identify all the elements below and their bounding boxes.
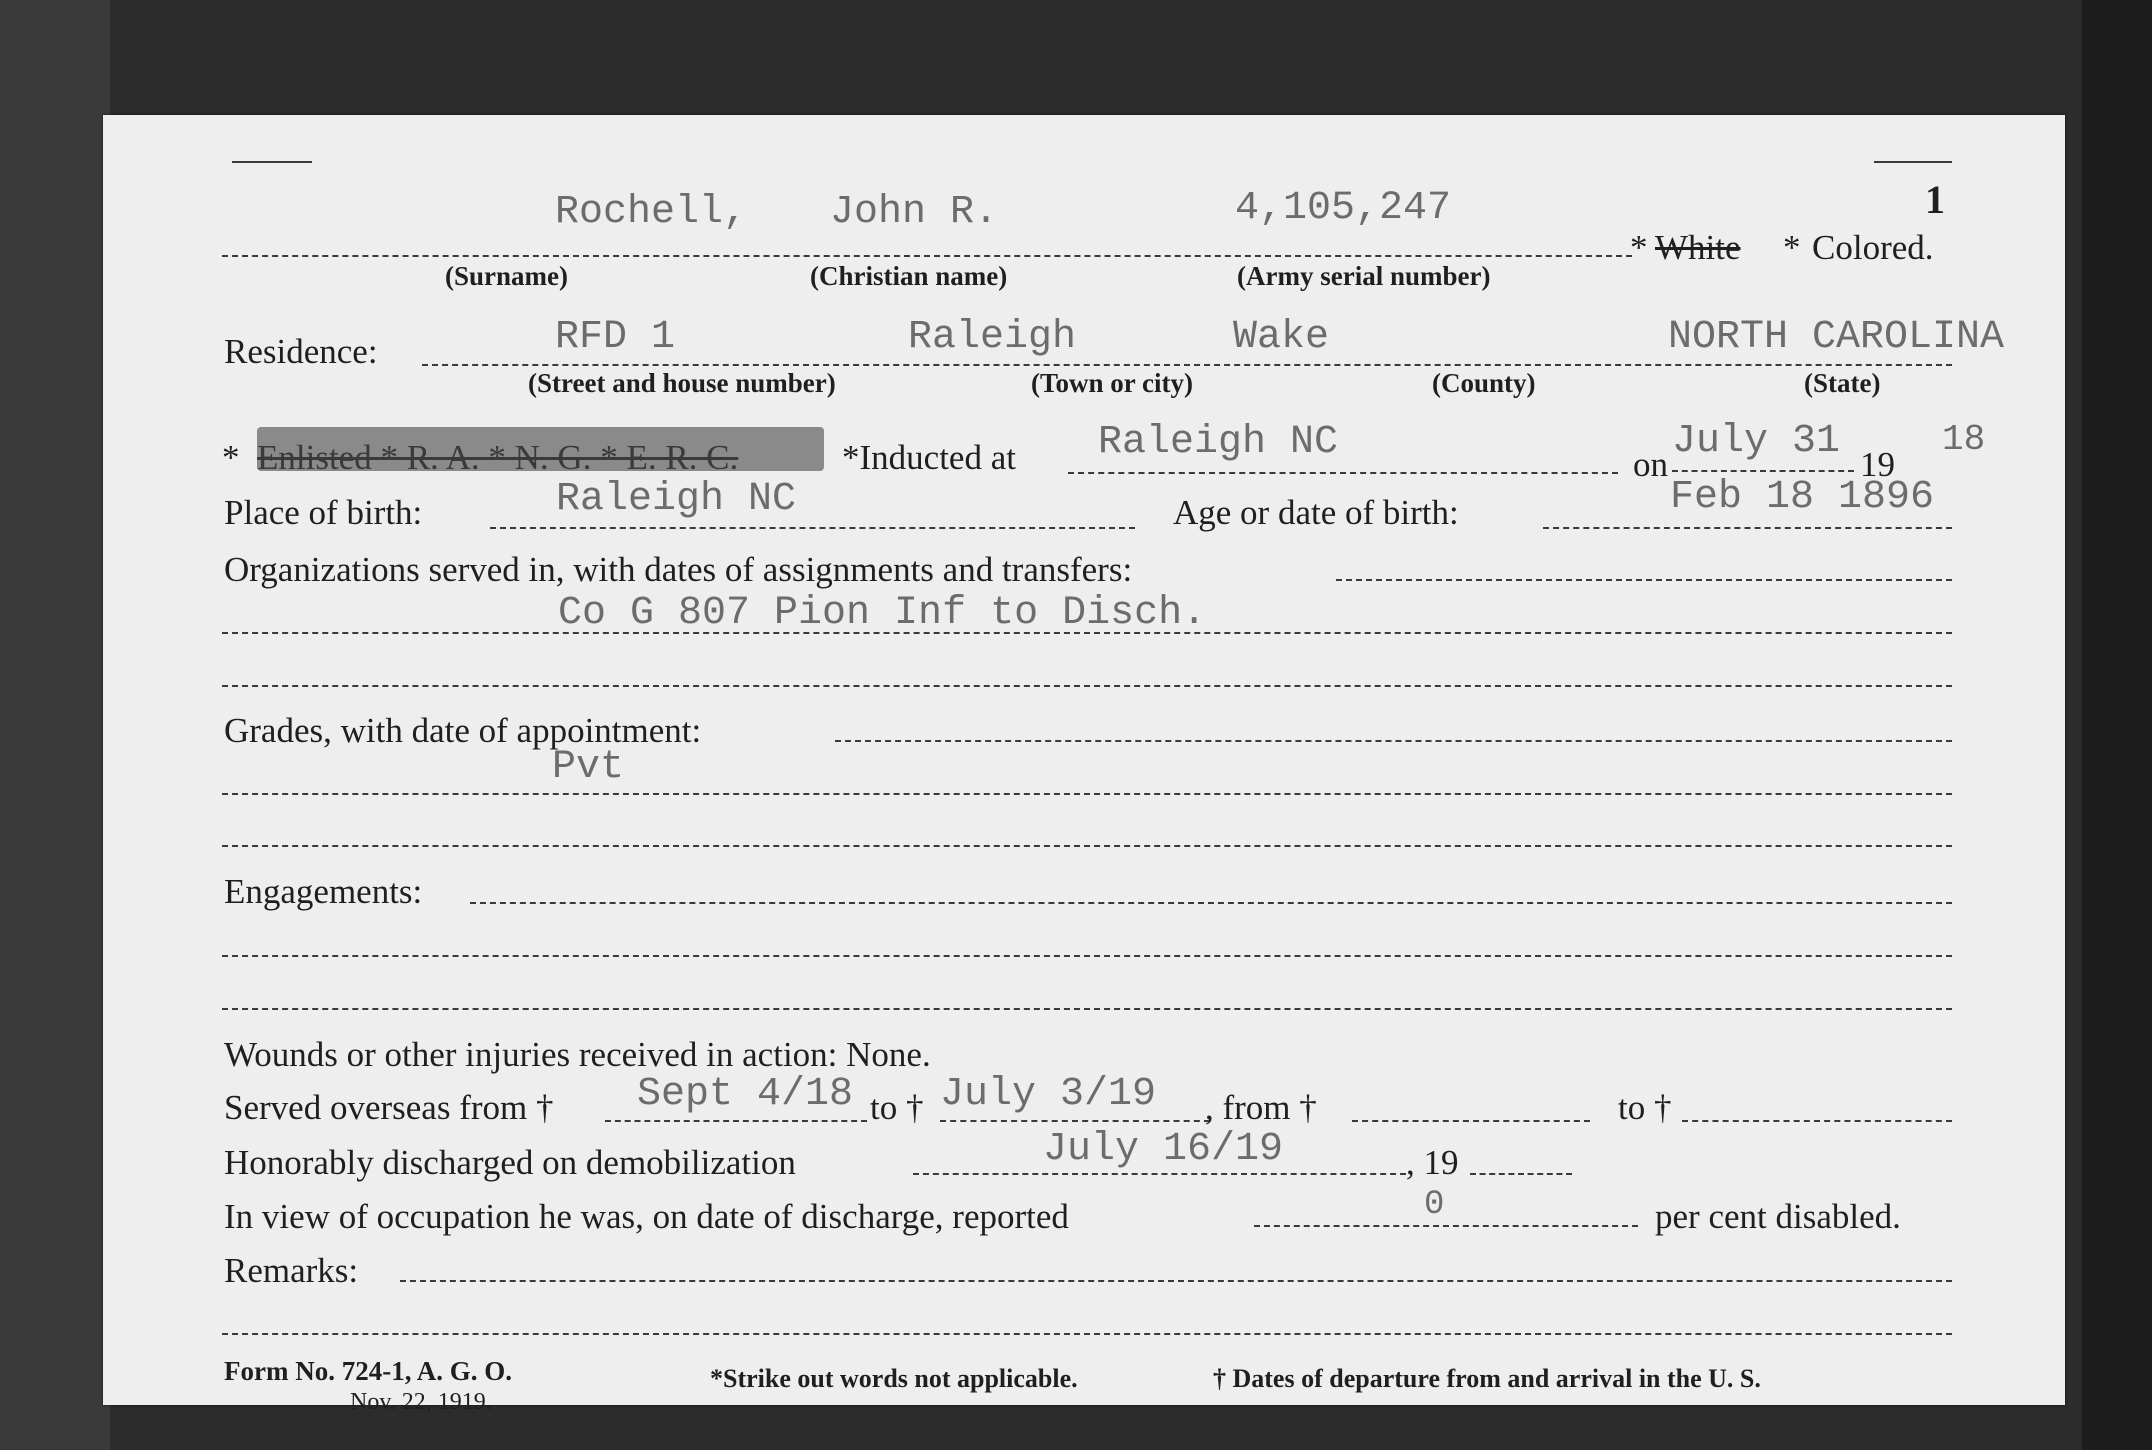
serial-number-value: 4,105,247 bbox=[1235, 186, 1452, 231]
discharge-date-line bbox=[913, 1173, 1406, 1175]
grades-value: Pvt bbox=[552, 745, 625, 790]
race-white: White bbox=[1655, 228, 1741, 267]
organizations-line-2 bbox=[222, 632, 1952, 634]
enlisted-options: Enlisted * R. A. * N. G. * E. R. C. bbox=[257, 438, 739, 477]
on-label: on bbox=[1633, 445, 1668, 484]
overseas-to-label: to † bbox=[870, 1088, 924, 1127]
engagements-line-2 bbox=[222, 955, 1952, 957]
inducted-label: *Inducted at bbox=[842, 438, 1016, 477]
race-colored-star: * bbox=[1783, 228, 1801, 267]
organizations-value: Co G 807 Pion Inf to Disch. bbox=[558, 591, 1207, 636]
induction-year-value: 18 bbox=[1942, 419, 1986, 460]
christian-name-value: John R. bbox=[830, 190, 999, 235]
overseas-from-line bbox=[605, 1120, 867, 1122]
engagements-line-1 bbox=[470, 902, 1952, 904]
overseas-from-value: Sept 4/18 bbox=[637, 1072, 854, 1117]
organizations-line-1 bbox=[1336, 579, 1952, 581]
top-left-rule bbox=[232, 161, 312, 163]
disability-line bbox=[1254, 1225, 1638, 1227]
enlisted-star: * bbox=[222, 438, 240, 477]
county-caption: (County) bbox=[1432, 368, 1536, 398]
grades-line-2 bbox=[222, 793, 1952, 795]
grades-line-1 bbox=[835, 740, 1952, 742]
place-of-birth-value: Raleigh NC bbox=[556, 477, 797, 522]
discharge-date-value: July 16/19 bbox=[1043, 1127, 1284, 1172]
remarks-line-2 bbox=[222, 1333, 1952, 1335]
overseas-from2-line bbox=[1352, 1120, 1590, 1122]
place-of-birth-line bbox=[490, 527, 1135, 529]
engagements-line-3 bbox=[222, 1008, 1952, 1010]
wounds-label: Wounds or other injuries received in action: None. bbox=[224, 1035, 931, 1074]
overseas-label: Served overseas from † bbox=[224, 1088, 554, 1127]
birth-date-value: Feb 18 1896 bbox=[1670, 475, 1935, 520]
background-right bbox=[2082, 0, 2152, 1450]
induction-date-value: July 31 bbox=[1672, 419, 1841, 464]
surname-value: Rochell, bbox=[555, 190, 748, 235]
grades-label: Grades, with date of appointment: bbox=[224, 711, 702, 750]
overseas-to2-label: to † bbox=[1618, 1088, 1672, 1127]
form-number: Form No. 724-1, A. G. O. bbox=[224, 1356, 512, 1386]
grades-line-3 bbox=[222, 845, 1952, 847]
residence-label: Residence: bbox=[224, 332, 378, 371]
overseas-to-line bbox=[940, 1120, 1210, 1122]
place-of-birth-label: Place of birth: bbox=[224, 493, 423, 532]
street-value: RFD 1 bbox=[555, 315, 676, 360]
town-value: Raleigh bbox=[908, 315, 1077, 360]
induction-century: 19 bbox=[1860, 445, 1895, 484]
discharge-label: Honorably discharged on demobilization bbox=[224, 1143, 796, 1182]
town-caption: (Town or city) bbox=[1031, 368, 1193, 398]
discharge-year-line bbox=[1470, 1173, 1572, 1175]
residence-line bbox=[422, 364, 1952, 366]
remarks-line-1 bbox=[400, 1280, 1952, 1282]
street-caption: (Street and house number) bbox=[528, 368, 836, 398]
state-value: NORTH CAROLINA bbox=[1668, 315, 2005, 360]
surname-caption: (Surname) bbox=[445, 261, 568, 291]
induction-date-line bbox=[1672, 470, 1854, 472]
discharge-year-label: , 19 bbox=[1406, 1143, 1459, 1182]
remarks-label: Remarks: bbox=[224, 1251, 359, 1290]
overseas-from2-label: , from † bbox=[1205, 1088, 1317, 1127]
organizations-label: Organizations served in, with dates of assignments and transfers: bbox=[224, 550, 1133, 589]
engagements-label: Engagements: bbox=[224, 872, 423, 911]
race-colored: Colored. bbox=[1812, 228, 1934, 267]
top-right-rule bbox=[1874, 161, 1952, 163]
inducted-place-value: Raleigh NC bbox=[1098, 420, 1339, 465]
form-date: Nov. 22, 1919. bbox=[350, 1389, 492, 1415]
birth-date-label: Age or date of birth: bbox=[1173, 493, 1459, 532]
organizations-line-3 bbox=[222, 685, 1952, 687]
footnote-dates: † Dates of departure from and arrival in the U. S. bbox=[1213, 1364, 1761, 1393]
christian-name-caption: (Christian name) bbox=[810, 261, 1008, 291]
name-line bbox=[222, 255, 1632, 257]
overseas-to2-line bbox=[1682, 1120, 1952, 1122]
disability-value: 0 bbox=[1424, 1186, 1445, 1224]
birth-date-line bbox=[1543, 527, 1952, 529]
state-caption: (State) bbox=[1804, 368, 1881, 398]
background-left bbox=[0, 0, 110, 1450]
county-value: Wake bbox=[1233, 315, 1330, 360]
disability-label: In view of occupation he was, on date of discharge, reported bbox=[224, 1197, 1069, 1236]
race-white-star: * bbox=[1630, 228, 1648, 267]
overseas-to-value: July 3/19 bbox=[940, 1072, 1157, 1117]
inducted-line bbox=[1068, 472, 1618, 474]
serial-caption: (Army serial number) bbox=[1237, 261, 1491, 291]
footnote-strike-out: *Strike out words not applicable. bbox=[710, 1364, 1078, 1393]
card-number: 1 bbox=[1925, 177, 1945, 222]
disability-suffix: per cent disabled. bbox=[1655, 1197, 1901, 1236]
